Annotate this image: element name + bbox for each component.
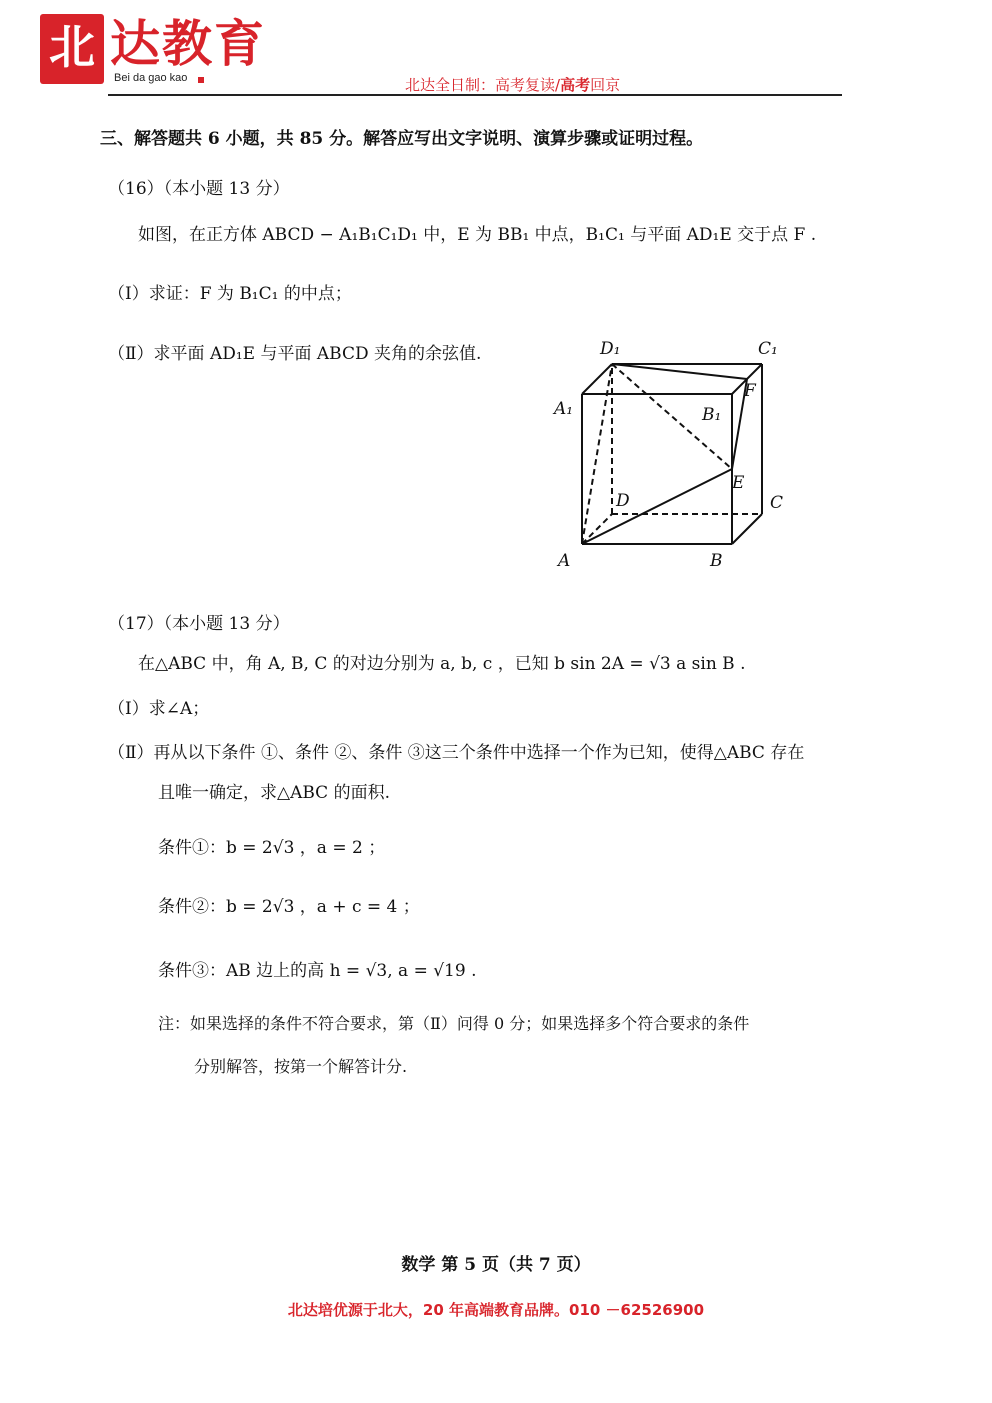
edge-A1D1 bbox=[582, 364, 612, 394]
segment-D1F bbox=[612, 364, 747, 379]
label-F: F bbox=[744, 381, 756, 401]
logo-square-mark bbox=[198, 77, 204, 83]
logo-pinyin: Bei da gao kao bbox=[114, 72, 188, 84]
section-title: 三、解答题共 6 小题，共 85 分。解答应写出文字说明、演算步骤或证明过程。 bbox=[100, 129, 704, 149]
q16-stem: 如图，在正方体 ABCD − A₁B₁C₁D₁ 中，E 为 BB₁ 中点，B₁C₁ 与平面 AD₁E 交于点 F . bbox=[138, 225, 817, 245]
label-B1: B₁ bbox=[702, 405, 722, 425]
logo-character: 北 bbox=[49, 20, 95, 74]
q17-note-line1: 注：如果选择的条件不符合要求，第（Ⅱ）问得 0 分；如果选择多个符合要求的条件 bbox=[158, 1014, 750, 1033]
header-slogan-part-c: 回京 bbox=[590, 76, 621, 94]
label-A: A bbox=[558, 551, 571, 571]
label-A1: A₁ bbox=[554, 399, 574, 419]
q16-part1: （Ⅰ）求证：F 为 B₁C₁ 的中点； bbox=[108, 284, 352, 304]
header-slogan bbox=[405, 74, 620, 95]
q17-note-line2: 分别解答，按第一个解答计分. bbox=[194, 1057, 408, 1076]
page-number: 数学 第 5 页（共 7 页） bbox=[401, 1255, 591, 1275]
q17-stem: 在△ABC 中，角 A, B, C 的对边分别为 a, b, c ，已知 b sin 2A = √3 a sin B . bbox=[138, 654, 746, 674]
q16-part2: （Ⅱ）求平面 AD₁E 与平面 ABCD 夹角的余弦值. bbox=[108, 344, 482, 364]
q17-part1: （Ⅰ）求∠A； bbox=[108, 699, 210, 719]
label-D1: D₁ bbox=[600, 339, 621, 359]
label-C: C bbox=[770, 493, 784, 513]
cube-figure bbox=[540, 328, 800, 578]
edge-BC bbox=[732, 514, 762, 544]
segment-AE bbox=[582, 469, 732, 544]
q17-condition-2: 条件②：b = 2√3 ，a + c = 4 ； bbox=[158, 897, 420, 917]
q17-part2-line1: （Ⅱ）再从以下条件 ①、条件 ②、条件 ③这三个条件中选择一个作为已知，使得△ABC 存在 bbox=[108, 743, 805, 763]
q17-condition-3: 条件③：AB 边上的高 h = √3, a = √19 . bbox=[158, 961, 477, 981]
q17-part2-line2: 且唯一确定，求△ABC 的面积. bbox=[158, 783, 390, 803]
q17-heading: （17）（本小题 13 分） bbox=[108, 614, 290, 634]
logo-name: 达教育 bbox=[110, 14, 266, 73]
q17-condition-1: 条件①：b = 2√3 ，a = 2 ； bbox=[158, 838, 386, 858]
header-rule bbox=[108, 94, 842, 96]
q16-heading: （16）（本小题 13 分） bbox=[108, 179, 290, 199]
label-B: B bbox=[710, 551, 723, 571]
footer-advert: 北达培优源于北大，20 年高端教育品牌。010 －62526900 bbox=[287, 1301, 705, 1319]
label-E: E bbox=[732, 473, 745, 493]
hidden-segment-AD1 bbox=[582, 364, 612, 544]
header-slogan-part-b: 高考 bbox=[560, 76, 591, 94]
label-D: D bbox=[616, 491, 630, 511]
header-slogan-part-a: 北达全日制：高考复读/ bbox=[405, 76, 561, 94]
label-C1: C₁ bbox=[758, 339, 778, 359]
